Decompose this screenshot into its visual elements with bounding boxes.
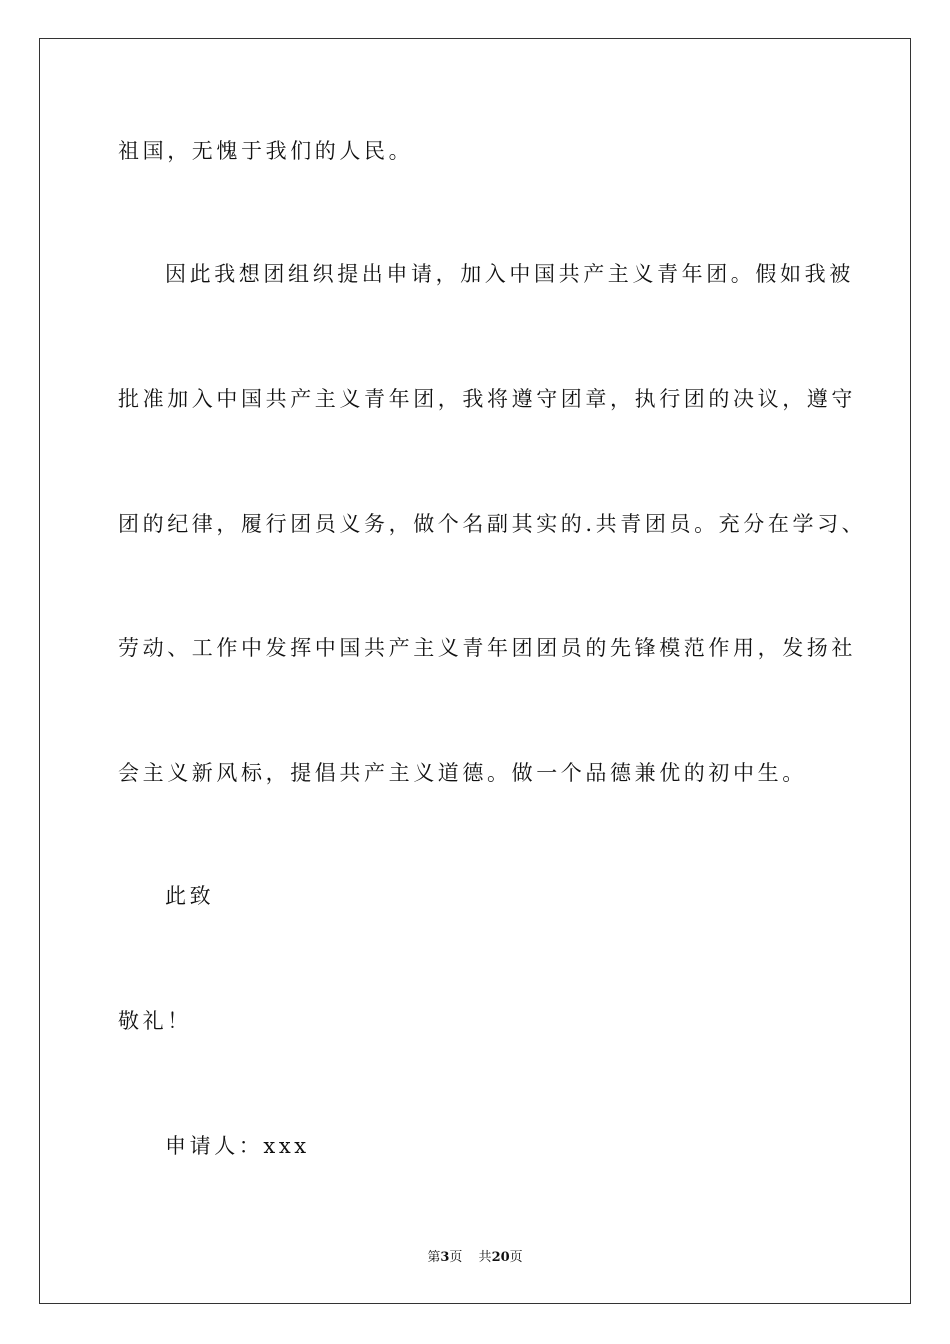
closing-salutation: 此致 [165,884,215,908]
text-line-1: 祖国，无愧于我们的人民。 [118,139,414,163]
text-line-6: 会主义新风标，提倡共产主义道德。做一个品德兼优的初中生。 [118,761,807,785]
text-line-2: 因此我想团组织提出申请，加入中国共产主义青年团。假如我被 [165,262,854,286]
text-line-5: 劳动、工作中发挥中国共产主义青年团团员的先锋模范作用，发扬社 [118,636,856,660]
total-pages-indicator: 共20页 [478,1250,523,1265]
page-footer [0,1246,950,1265]
closing-regards: 敬礼！ [118,1009,192,1033]
applicant-signature: 申请人：xxx [165,1134,310,1158]
text-line-3: 批准加入中国共产主义青年团，我将遵守团章，执行团的决议，遵守 [118,387,856,411]
page-frame [39,38,911,1304]
page-indicator: 第3页 [427,1250,463,1265]
text-line-4: 团的纪律，履行团员义务，做个名副其实的.共青团员。充分在学习、 [118,512,867,536]
